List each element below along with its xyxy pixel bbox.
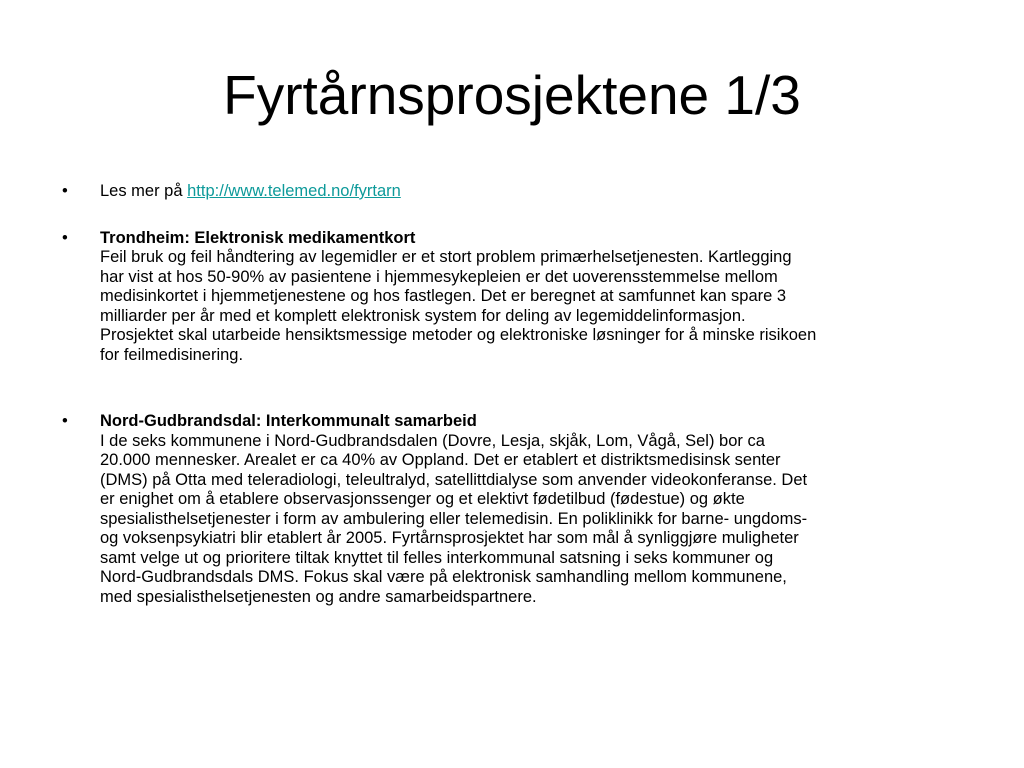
project-heading-nord-gudbrandsdal: Nord-Gudbrandsdal: Interkommunalt samarbeid [100, 412, 477, 430]
slide-content [60, 182, 980, 607]
bullet-symbol: • [62, 412, 68, 430]
bullet-symbol: • [62, 182, 68, 200]
bullet-item-nord-gudbrandsdal [60, 412, 980, 607]
project-heading-trondheim: Trondheim: Elektronisk medikamentkort [100, 228, 416, 247]
intro-text: Les mer på [100, 182, 188, 200]
bullet-item-intro [60, 182, 980, 202]
project-body-nord-gudbrandsdal: I de seks kommunene i Nord-Gudbrandsdalen (Dovre, Lesja, skjåk, Lom, Vågå, Sel) bor ca 20.000 mennesker. Arealet er ca 40% av Oppland. Det er etablert et distriktsmedisinsk senter (DMS) på Otta med teleradiologi, teleultralyd, satellittdialyse som anvender videokonferanse. Det er enighet om å etablere observasjonssenger og et elektivt fødetilbud (fødestue) og økte spesialisthelsetjenester i form av ambulering eller telemedisin. En poliklinikk for barne- ungdoms- og voksenpsykiatri blir etablert år 2005. Fyrtårnsprosjektet har som mål å synliggjøre muligheter samt velge ut og prioritere tiltak knyttet til felles interkommunal satsning i seks kommuner og Nord-Gudbrandsdals DMS. Fokus skal være på elektronisk samhandling mellom kommunene, med spesialisthelsetjenesten og andre samarbeidspartnere. [100, 431, 808, 606]
bullet-symbol: • [62, 228, 68, 247]
project-body-trondheim: Feil bruk og feil håndtering av legemidler er et stort problem primærhelsetjenesten. Kartlegging har vist at hos 50-90% av pasientene i hjemmesykepleien er det uoverensstemmelse mellom medisinkortet i hjemmetjenestene og hos fastlegen. Det er beregnet at samfunnet kan spare 3 milliarder per år med et komplett elektronisk system for deling av legemiddelinformasjon. Prosjektet skal utarbeide hensiktsmessige metoder og elektroniske løsninger for å minske risikoen for feilmedisinering. [100, 248, 817, 364]
bullet-item-trondheim [60, 229, 980, 366]
telemed-link[interactable]: http://www.telemed.no/fyrtarn [187, 182, 401, 200]
slide-title: Fyrtårnsprosjektene 1/3 [223, 64, 801, 126]
